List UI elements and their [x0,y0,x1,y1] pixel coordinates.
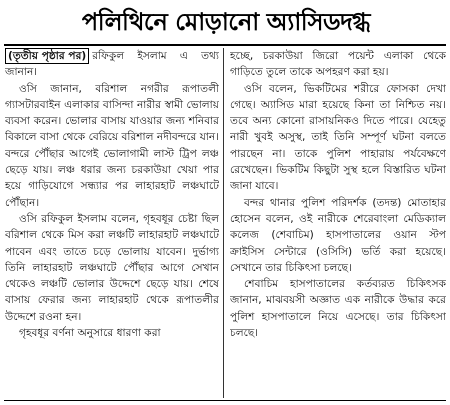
paragraph-1-text: রফিকুল ইসলাম এ তথ্য জানান। [5,50,219,79]
paragraph-7: বন্দর থানার পুলিশ পরিদর্শক (তদন্ত) মোতাহার হোসেন বলেন, ওই নারীকে শেরেবাংলা মেডিক্যাল কলেজ (শেবাচিম) হাসপাতালের ওয়ান স্টপ ক্রাইসিস সেন্টারে (ওসিসি) ভর্তি করা হয়েছে। সেখানে তার চিকিৎসা চলছে। [230,196,446,274]
headline-rule [4,44,446,46]
column-divider [223,48,224,398]
paragraph-6: ওসি বলেন, ভিকটিমের শরীরে ফোসকা দেখা গেছে। অ্যাসিড মারা হয়েছে কিনা তা নিশ্চিত নয়। তবে অন্য কোনো রাসায়নিকও দিতে পারে। যেহেতু নারী খুবই অসুস্থ, তাই তিনি সম্পূর্ণ ঘটনা বলতে পারছেন না। তাকে পুলিশ পাহারায় পর্যবেক্ষণে রেখেছেন। ভিকটিম কিছুটা সুস্থ হলে বিস্তারিত ঘটনা জানা যাবে। [230,82,446,193]
paragraph-1 [5,48,219,81]
paragraph-5: হচ্ছে, চরকাউয়া জিরো পয়েন্ট এলাকা থেকে গাড়িতে তুলে তাকে অপহরণ করা হয়। [230,50,446,79]
paragraph-4: গৃহবধূর বর্ণনা অনুসারে ধারণা করা [19,327,161,340]
article-headline: পলিথিনে মোড়ানো অ্যাসিডদগ্ধ [81,8,371,36]
continuation-label: (তৃতীয় পৃষ্ঠার পর) [5,48,89,64]
article-column-right [230,48,446,400]
bottom-rule [4,400,446,401]
paragraph-2: ওসি জানান, বরিশাল নগরীর রূপাতলী গ্যাসটারবাইন এলাকার বাসিন্দা নারীর স্বামী ভোলায় ব্যবসা করেন। ভোলার বাসায় যাওয়ার জন্য শনিবার বিকালে বাসা থেকে বেরিয়ে বরিশাল নদীবন্দরে যান। বন্দরে পৌঁছার আগেই ভোলাগামী লাস্ট ট্রিপ লঞ্চ ছেড়ে যায়। লঞ্চ ধরার জন্য চরকাউয়া খেয়া পার হয়ে গাড়িযোগে সন্ধ্যার পর লাহারহাট লঞ্চঘাটে পৌঁছান। [5,82,219,209]
paragraph-8: শেবাচিম হাসপাতালের কর্তব্যরত চিকিৎসক জানান, মাঝবয়সী অজ্ঞাত এক নারীকে উদ্ধার করে পুলিশ হাসপাতালে নিয়ে এসেছে। তার চিকিৎসা চলছে। [230,278,446,340]
article-column-left [5,48,219,400]
paragraph-3: ওসি রফিকুল ইসলাম বলেন, গৃহবধূর চেষ্টা ছিল বরিশাল থেকে মিস করা লঞ্চটি লাহারহাট লঞ্চঘাটে পাবেন এবং তাতে চড়ে ভোলায় যাবেন। দুর্ভাগ্য তিনি লাহারহাট লঞ্চঘাটে পৌঁছার আগে সেখান থেকেও লঞ্চটি ভোলার উদ্দেশে ছেড়ে যায়। শেষে বাসায় ফেরার জন্য লাহারহাট থেকে রূপাতলীর উদ্দেশে রওনা হন। [5,212,219,323]
